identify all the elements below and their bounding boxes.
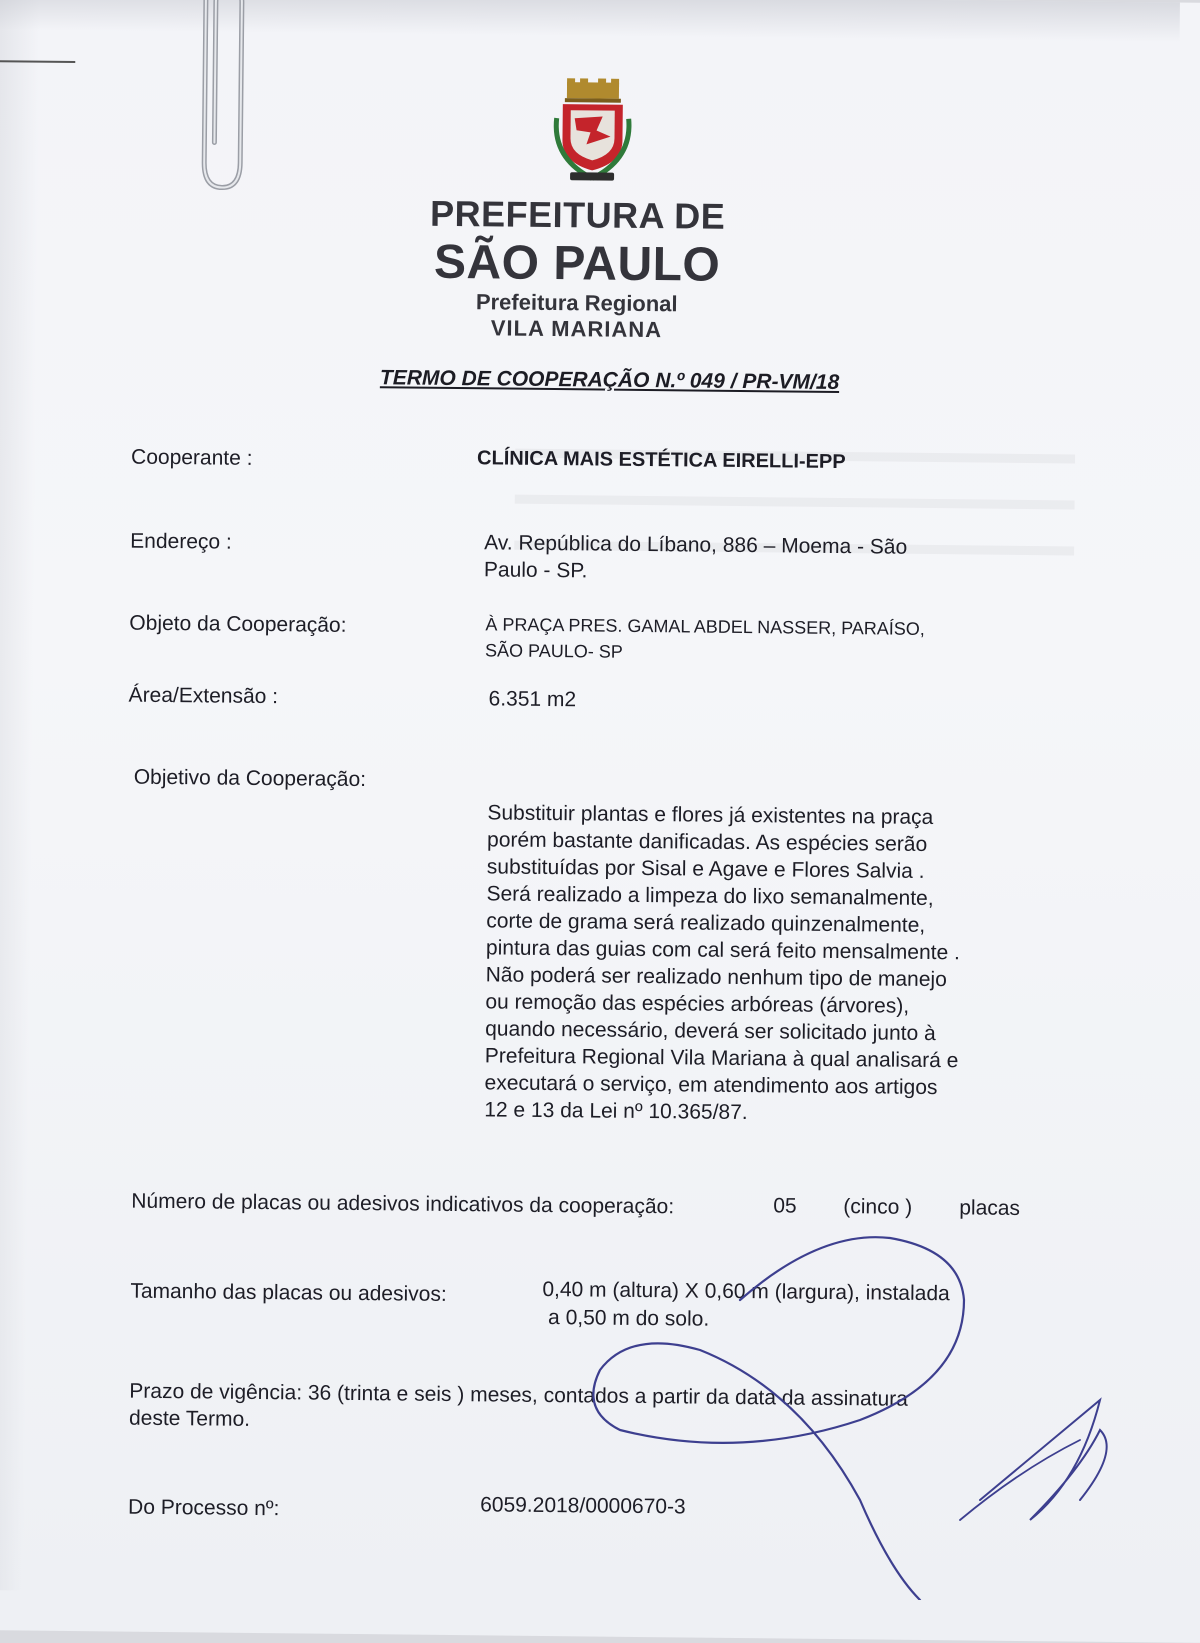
- brand-line-2: SÃO PAULO: [433, 235, 721, 292]
- objetivo-line: pintura das guias com cal será feito mensalmente .: [485, 936, 960, 965]
- objetivo-line: 12 e 13 da Lei nº 10.365/87.: [484, 1098, 748, 1125]
- objeto-label: Objeto da Cooperação:: [129, 611, 347, 637]
- paperclip-icon: [178, 0, 270, 203]
- placas-label: Número de placas ou adesivos indicativos da cooperação:: [131, 1189, 675, 1219]
- placas-unit: placas: [959, 1196, 1021, 1220]
- processo-value: 6059.2018/0000670-3: [480, 1493, 686, 1519]
- objetivo-line: Não poderá ser realizado nenhum tipo de manejo: [485, 963, 947, 992]
- placas-count-text: (cinco ): [843, 1195, 913, 1219]
- handwritten-signature: [560, 1220, 1200, 1600]
- objetivo-label: Objetivo da Cooperação:: [133, 765, 367, 792]
- cooperante-label: Cooperante :: [130, 445, 253, 470]
- coat-of-arms-icon: [552, 78, 633, 185]
- objeto-value-line1: À PRAÇA PRES. GAMAL ABDEL NASSER, PARAÍSO,: [485, 614, 925, 639]
- endereco-value-line1: Av. República do Líbano, 886 – Moema - São: [484, 531, 908, 559]
- objetivo-line: executará o serviço, em atendimento aos artigos: [484, 1071, 938, 1100]
- prazo-line1: Prazo de vigência: 36 (trinta e seis ) meses, contados a partir da data da assinatura: [129, 1379, 909, 1411]
- page-shadow-top: [0, 0, 1180, 43]
- endereco-value-line2: Paulo - SP.: [483, 558, 588, 583]
- area-value: 6.351 m2: [488, 687, 577, 712]
- area-label: Área/Extensão :: [128, 683, 279, 709]
- brand-line-3: Prefeitura Regional: [475, 289, 678, 317]
- objetivo-line: quando necessário, deverá ser solicitado junto à: [485, 1017, 936, 1046]
- tamanho-value-line1: 0,40 m (altura) X 0,60 m (largura), instalada: [542, 1277, 950, 1306]
- objeto-value-line2: SÃO PAULO- SP: [485, 640, 623, 662]
- tamanho-value-line2: a 0,50 m do solo.: [548, 1306, 710, 1331]
- objetivo-line: Prefeitura Regional Vila Mariana à qual analisará e: [484, 1044, 959, 1073]
- objetivo-line: porém bastante danificadas. As espécies serão: [487, 828, 928, 856]
- brand-line-1: PREFEITURA DE: [429, 192, 726, 237]
- processo-label: Do Processo nº:: [128, 1495, 280, 1521]
- document-title: TERMO DE COOPERAÇÃO N.º 049 / PR-VM/18: [379, 366, 840, 395]
- prazo-line2: deste Termo.: [128, 1406, 251, 1431]
- endereco-label: Endereço :: [130, 529, 232, 554]
- objetivo-line: substituídas por Sisal e Agave e Flores Salvia .: [486, 855, 925, 883]
- objetivo-line: corte de grama será realizado quinzenalmente,: [486, 909, 926, 937]
- brand-line-4: VILA MARIANA: [490, 315, 663, 343]
- objetivo-line: ou remoção das espécies arbóreas (árvores),: [485, 990, 910, 1018]
- objetivo-line: Será realizado a limpeza do lixo semanalmente,: [486, 882, 934, 911]
- placas-count: 05: [773, 1194, 797, 1218]
- tamanho-label: Tamanho das placas ou adesivos:: [130, 1279, 447, 1306]
- objetivo-line: Substituir plantas e flores já existentes na praça: [487, 801, 934, 830]
- cooperante-value: CLÍNICA MAIS ESTÉTICA EIRELLI-EPP: [477, 447, 846, 474]
- objetivo-text: [484, 799, 1027, 1129]
